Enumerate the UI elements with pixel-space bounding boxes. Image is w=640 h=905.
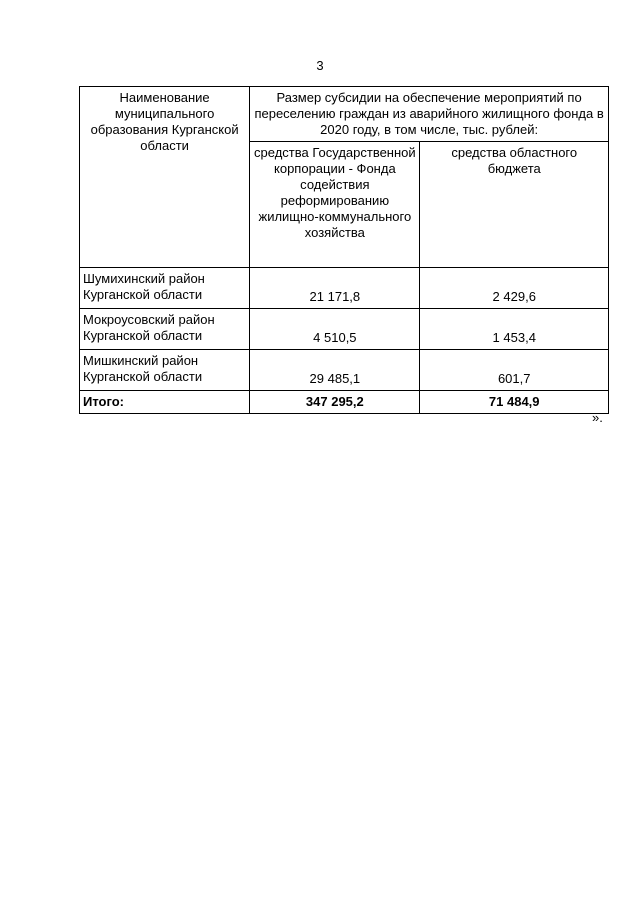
total-fund-amount: 347 295,2 bbox=[250, 391, 420, 414]
region-name: Шумихинский район Курганской области bbox=[80, 268, 250, 309]
table-row bbox=[80, 350, 609, 391]
region-name: Мишкинский район Курганской области bbox=[80, 350, 250, 391]
fund-amount: 4 510,5 bbox=[250, 309, 420, 350]
fund-amount: 21 171,8 bbox=[250, 268, 420, 309]
total-label: Итого: bbox=[80, 391, 250, 414]
total-row bbox=[80, 391, 609, 414]
subsidy-table bbox=[79, 86, 609, 414]
regional-amount: 2 429,6 bbox=[420, 268, 609, 309]
header-name-column: Наименование муниципального образования Курганской области bbox=[80, 87, 250, 268]
fund-amount: 29 485,1 bbox=[250, 350, 420, 391]
region-name: Мокроусовский район Курганской области bbox=[80, 309, 250, 350]
header-regional-subcolumn: средства областного бюджета bbox=[420, 142, 609, 268]
total-regional-amount: 71 484,9 bbox=[420, 391, 609, 414]
regional-amount: 601,7 bbox=[420, 350, 609, 391]
table-header-row bbox=[80, 87, 609, 142]
table-row bbox=[80, 309, 609, 350]
table-row bbox=[80, 268, 609, 309]
closing-quote-mark: ». bbox=[592, 410, 603, 425]
page-number: 3 bbox=[316, 58, 324, 73]
header-amount-column: Размер субсидии на обеспечение мероприятий по переселению граждан из аварийного жилищного фонда в 2020 году, в том числе, тыс. рублей: bbox=[250, 87, 609, 142]
regional-amount: 1 453,4 bbox=[420, 309, 609, 350]
header-fund-subcolumn: средства Государственной корпорации - Фонда содействия реформированию жилищно-коммунального хозяйства bbox=[250, 142, 420, 268]
